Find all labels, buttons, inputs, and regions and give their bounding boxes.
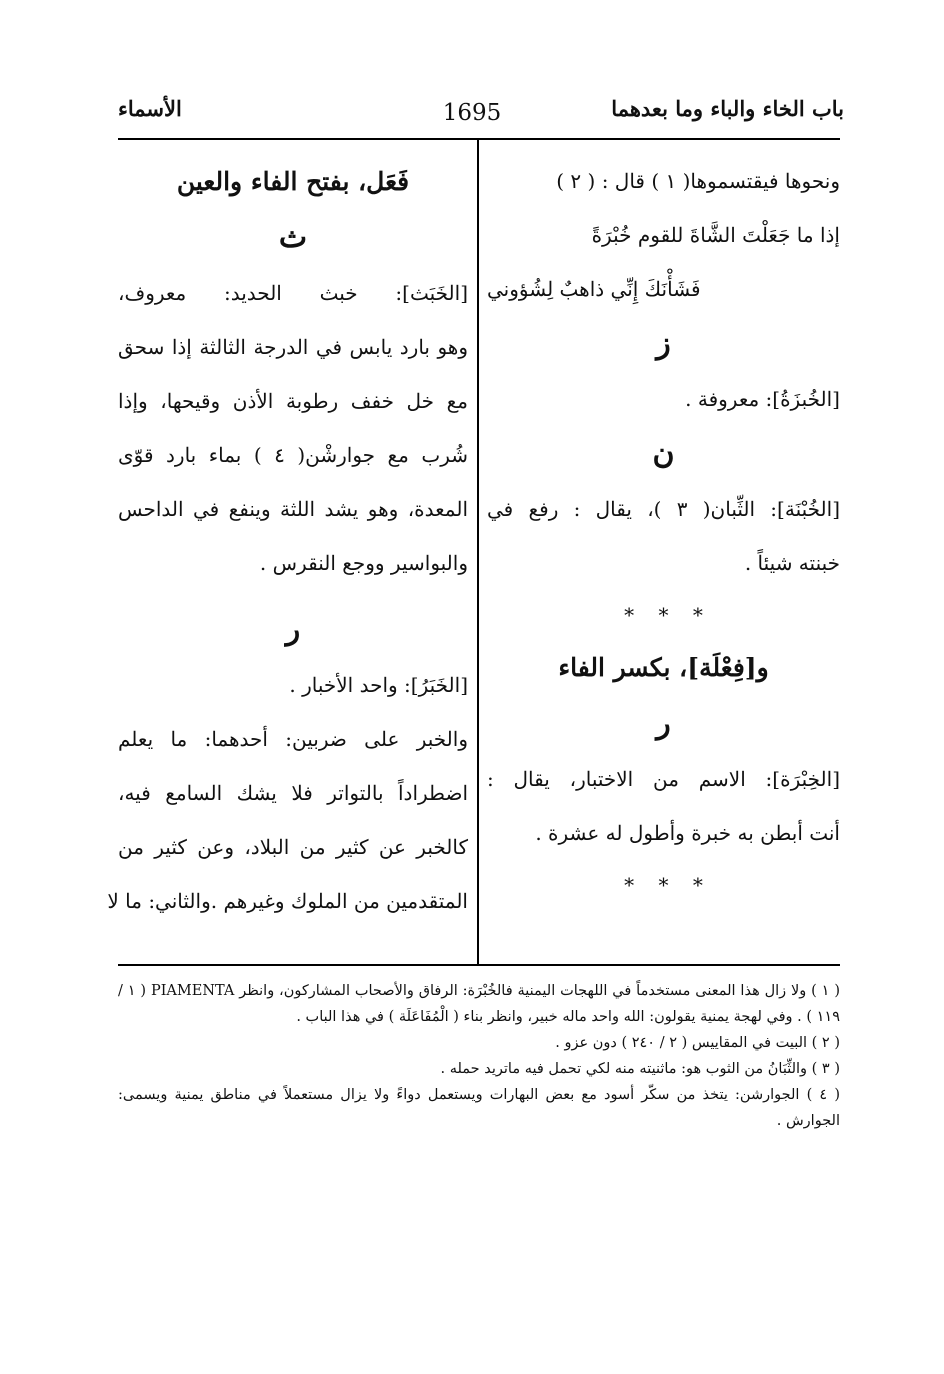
footnote-3: ( ٣ ) والثِّبَانُ من الثوب هو: ماثنيته منه لكي تحمل فيه ماتريد حمله . — [440, 1061, 840, 1077]
text-line: ونحوها فيقتسموها( ١ ) قال : ( ٢ ) — [556, 169, 840, 193]
text-line: والبواسير ووجع النقرس . — [259, 551, 468, 575]
header-rule — [118, 138, 840, 140]
letter-heading: ن — [652, 436, 675, 471]
chapter-header: باب الخاء والباء وما بعدهما — [611, 96, 844, 121]
entry-khubna: [الخُبْنَة]: الثِّبان( ٣ )، يقال : رفع في — [487, 497, 840, 521]
section-divider: * * * — [624, 873, 703, 897]
column-separator — [477, 140, 479, 964]
entry-khubza: [الخُبزَةُ]: معروفة . — [685, 387, 840, 411]
text-line: شُرب مع جوارشْن( ٤ ) بماء بارد قوّى — [118, 443, 468, 467]
entry-khibra: [الخِبْرَة]: الاسم من الاختبار، يقال : — [487, 767, 840, 791]
text-line: المعدة، وهو يشد اللثة وينفع في الداحس — [118, 497, 468, 521]
letter-heading: ر — [285, 612, 301, 647]
footnote-1: ( ١ ) ولا زال هذا المعنى مستخدماً في اللهجات اليمنية فالخُبْرَة: الرفاق والأصحاب المشاركون، وانظر PIAMENTA ( ١ / ١١٩ ) . وفي لهجة يمنية يقولون: الله واحد ماله خبير، وانظر بناء ( الْمُفَاعَلَة ) في هذا الباب . — [118, 983, 840, 1025]
text-line: مع خل خفف رطوبة الأذن وقيحها، وإذا — [118, 389, 468, 413]
text-line: اضطراداً بالتواتر فلا يشك السامع فيه، — [118, 781, 468, 805]
verse-line: فَشَأْنَكَ إِنِّي ذاهبٌ لِشُؤوني — [487, 277, 701, 301]
section-header: الأسماء — [118, 96, 182, 121]
section-title: فَعَل، بفتح الفاء والعين — [176, 167, 410, 196]
text-line: وهو بارد يابس في الدرجة الثالثة إذا سحق — [118, 335, 468, 359]
footnote-4: ( ٤ ) الجوارشن: يتخذ من سكّر أسود مع بعض البهارات ويستعمل دواءً ولا يزال مستعملاً في مناطق يمنية ويسمى: الجوارش . — [118, 1087, 840, 1129]
page-number: 1695 — [442, 100, 502, 126]
entry-khabar: [الخَبَرُ]: واحد الأخبار . — [289, 673, 468, 697]
text-line: والخبر على ضربين: أحدهما: ما يعلم — [118, 727, 468, 751]
footnote-2: ( ٢ ) البيت في المقاييس ( ٢ / ٢٤٠ ) دون عزو . — [555, 1035, 840, 1051]
text-line: كالخبر عن كثير من البلاد، وعن كثير من — [118, 835, 468, 859]
letter-heading: ز — [656, 326, 671, 361]
right-column — [487, 154, 840, 910]
text-line: المتقدمين من الملوك وغيرهم .والثاني: ما لا — [107, 889, 468, 913]
footnote-rule — [118, 964, 840, 966]
left-column — [107, 154, 468, 928]
letter-heading: ث — [278, 220, 308, 255]
entry-khabath: [الخَبَث]: خبث الحديد: معروف، — [118, 281, 468, 305]
text-line: خبنته شيئاً . — [744, 551, 840, 575]
section-title: و[فِعْلَة]، بكسر الفاء — [558, 653, 769, 682]
text-line: أنت أبطن به خبرة وأطول له عشرة . — [535, 821, 840, 845]
section-divider: * * * — [624, 603, 703, 627]
letter-heading: ر — [656, 706, 671, 741]
footnotes — [118, 978, 840, 1134]
verse-line: إذا ما جَعَلْتَ الشَّاةَ للقوم خُبْرَةً — [591, 223, 840, 247]
